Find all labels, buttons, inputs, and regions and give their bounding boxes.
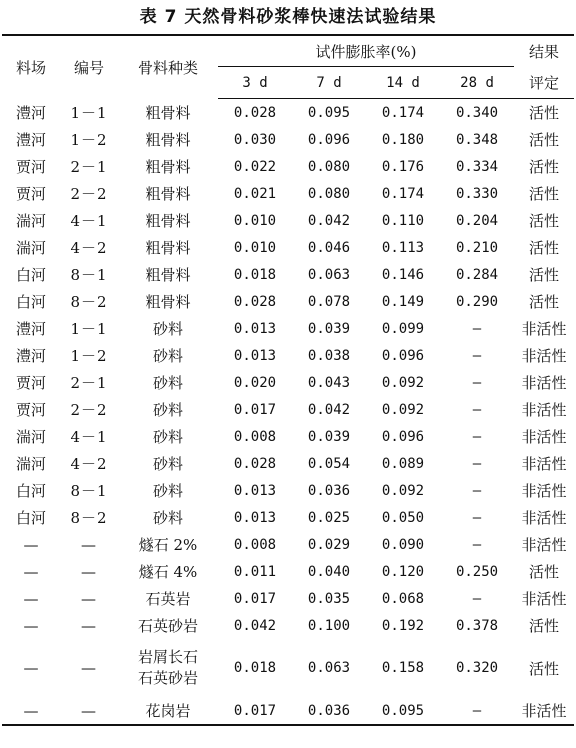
cell-3d: 0.028 <box>233 104 277 121</box>
cell-28d: — <box>472 347 482 364</box>
cell-result: 活性 <box>529 293 560 311</box>
cell-kind: 砂料 <box>152 320 183 338</box>
table-row <box>2 261 574 288</box>
cell-7d: 0.078 <box>307 293 351 310</box>
cell-7d: 0.080 <box>307 185 351 202</box>
cell-28d: 0.210 <box>455 239 499 256</box>
cell-3d: 0.013 <box>233 482 277 499</box>
cell-7d: 0.042 <box>307 212 351 229</box>
header-3d: 3 d <box>218 67 292 99</box>
table-row <box>2 423 574 450</box>
cell-site: 贾河 <box>15 401 46 419</box>
cell-7d: 0.025 <box>307 509 351 526</box>
cell-result: 活性 <box>529 131 560 149</box>
cell-3d: 0.011 <box>233 563 277 580</box>
table-body <box>2 99 574 726</box>
cell-site: 澧河 <box>15 347 46 365</box>
cell-site: 白河 <box>15 509 46 527</box>
cell-3d: 0.013 <box>233 320 277 337</box>
cell-result: 非活性 <box>521 702 567 720</box>
cell-14d: 0.092 <box>381 482 425 499</box>
cell-id: 4－1 <box>70 212 108 230</box>
cell-14d: 0.174 <box>381 185 425 202</box>
cell-kind: 砂料 <box>152 347 183 365</box>
cell-14d: 0.113 <box>381 239 425 256</box>
cell-result: 非活性 <box>521 374 567 392</box>
cell-kind: 粗骨料 <box>145 266 191 284</box>
cell-28d: 0.204 <box>455 212 499 229</box>
cell-result: 活性 <box>529 104 560 122</box>
cell-result: 活性 <box>529 266 560 284</box>
table-row <box>2 585 574 612</box>
cell-kind: 燧石 2% <box>138 536 198 554</box>
cell-28d: — <box>472 374 482 391</box>
cell-28d: — <box>472 509 482 526</box>
cell-3d: 0.030 <box>233 131 277 148</box>
cell-id: 4－2 <box>70 455 108 473</box>
cell-28d: 0.348 <box>455 131 499 148</box>
cell-7d: 0.043 <box>307 374 351 391</box>
cell-3d: 0.021 <box>233 185 277 202</box>
cell-id: — <box>81 659 97 677</box>
cell-14d: 0.180 <box>381 131 425 148</box>
table-row <box>2 207 574 234</box>
cell-id: 1－1 <box>70 320 108 338</box>
cell-site: 澧河 <box>15 103 46 122</box>
cell-result: 非活性 <box>521 482 567 500</box>
cell-site: 贾河 <box>15 185 46 203</box>
cell-site: 湍河 <box>15 239 46 257</box>
cell-3d: 0.017 <box>233 401 277 418</box>
table-row <box>2 396 574 423</box>
cell-id: 4－2 <box>70 239 108 257</box>
table-row <box>2 234 574 261</box>
cell-3d: 0.018 <box>233 660 277 676</box>
cell-id: 1－2 <box>70 131 108 149</box>
cell-id: — <box>81 701 97 720</box>
cell-site: 白河 <box>15 482 46 500</box>
cell-kind: 石英岩 <box>145 590 191 608</box>
cell-14d: 0.096 <box>381 428 425 445</box>
cell-3d: 0.022 <box>233 158 277 175</box>
header-kind: 骨料种类 <box>137 58 198 77</box>
cell-7d: 0.036 <box>307 482 351 499</box>
cell-28d: 0.340 <box>455 104 499 121</box>
cell-28d: — <box>472 702 482 719</box>
cell-site: — <box>23 535 39 554</box>
cell-3d: 0.008 <box>233 428 277 445</box>
cell-kind: 粗骨料 <box>145 293 191 311</box>
cell-3d: 0.017 <box>233 590 277 607</box>
cell-3d: 0.017 <box>233 702 277 719</box>
cell-id: 8－2 <box>70 293 108 311</box>
cell-14d: 0.068 <box>381 590 425 607</box>
cell-kind: 粗骨料 <box>145 185 191 203</box>
cell-14d: 0.174 <box>381 104 425 121</box>
cell-14d: 0.092 <box>381 374 425 391</box>
cell-7d: 0.096 <box>307 131 351 148</box>
cell-kind: 粗骨料 <box>145 158 191 176</box>
cell-site: 白河 <box>15 293 46 311</box>
cell-result: 非活性 <box>521 509 567 527</box>
cell-7d: 0.039 <box>307 320 351 337</box>
cell-site: — <box>23 562 39 581</box>
cell-kind: 砂料 <box>152 509 183 527</box>
cell-site: — <box>23 616 39 635</box>
cell-site: 湍河 <box>15 428 46 446</box>
cell-7d: 0.039 <box>307 428 351 445</box>
cell-id: 2－1 <box>70 374 108 392</box>
cell-14d: 0.099 <box>381 320 425 337</box>
cell-3d: 0.020 <box>233 374 277 391</box>
cell-id: 1－1 <box>70 103 108 122</box>
cell-28d: — <box>472 455 482 472</box>
cell-14d: 0.120 <box>381 563 425 580</box>
cell-site: 贾河 <box>15 374 46 392</box>
cell-28d: — <box>472 320 482 337</box>
header-result-line1: 结果 <box>529 42 560 61</box>
cell-7d: 0.063 <box>307 266 351 283</box>
cell-28d: — <box>472 590 482 607</box>
cell-site: 湍河 <box>15 212 46 230</box>
cell-result: 非活性 <box>521 320 567 338</box>
cell-14d: 0.096 <box>381 347 425 364</box>
cell-id: — <box>81 562 97 581</box>
cell-kind: 砂料 <box>152 482 183 500</box>
cell-7d: 0.100 <box>307 617 351 634</box>
cell-kind: 石英砂岩 <box>137 617 198 635</box>
cell-7d: 0.038 <box>307 347 351 364</box>
cell-7d: 0.036 <box>307 702 351 719</box>
cell-id: — <box>81 616 97 635</box>
cell-7d: 0.040 <box>307 563 351 580</box>
cell-kind: 花岗岩 <box>145 702 191 720</box>
table-row <box>2 531 574 558</box>
cell-7d: 0.063 <box>307 660 351 676</box>
cell-id: 8－2 <box>70 509 108 527</box>
cell-14d: 0.146 <box>381 266 425 283</box>
header-result-line2: 评定 <box>514 67 574 99</box>
cell-result: 活性 <box>529 239 560 257</box>
cell-14d: 0.090 <box>381 536 425 553</box>
cell-3d: 0.042 <box>233 617 277 634</box>
cell-site: 贾河 <box>15 158 46 176</box>
cell-kind: 粗骨料 <box>145 103 191 122</box>
cell-14d: 0.149 <box>381 293 425 310</box>
table-row <box>2 697 574 725</box>
table-row <box>2 477 574 504</box>
header-expansion-group: 试件膨胀率(%) <box>218 35 514 67</box>
table-row <box>2 612 574 639</box>
cell-7d: 0.095 <box>307 104 351 121</box>
cell-28d: 0.290 <box>455 293 499 310</box>
table-row <box>2 315 574 342</box>
table-row <box>2 369 574 396</box>
results-table <box>2 34 574 726</box>
cell-3d: 0.028 <box>233 293 277 310</box>
table-row <box>2 99 574 127</box>
table-row <box>2 288 574 315</box>
cell-id: 1－2 <box>70 347 108 365</box>
cell-3d: 0.018 <box>233 266 277 283</box>
cell-kind: 粗骨料 <box>145 212 191 230</box>
cell-id: 2－1 <box>70 158 108 176</box>
table-row <box>2 126 574 153</box>
cell-site: — <box>23 701 39 720</box>
cell-result: 非活性 <box>521 455 567 473</box>
cell-3d: 0.010 <box>233 239 277 256</box>
header-site: 料场 <box>15 58 46 77</box>
cell-14d: 0.192 <box>381 617 425 634</box>
table-row <box>2 639 574 697</box>
cell-14d: 0.050 <box>381 509 425 526</box>
cell-3d: 0.013 <box>233 347 277 364</box>
cell-site: 澧河 <box>15 320 46 338</box>
header-7d: 7 d <box>292 67 366 99</box>
cell-site: 澧河 <box>15 131 46 149</box>
cell-result: 活性 <box>529 659 560 678</box>
header-14d: 14 d <box>366 67 440 99</box>
table-row <box>2 504 574 531</box>
cell-id: 2－2 <box>70 401 108 419</box>
cell-7d: 0.080 <box>307 158 351 175</box>
cell-28d: 0.250 <box>455 563 499 580</box>
cell-28d: 0.378 <box>455 617 499 634</box>
cell-kind: 燧石 4% <box>138 563 198 581</box>
cell-site: 湍河 <box>15 455 46 473</box>
cell-28d: — <box>472 536 482 553</box>
cell-28d: 0.334 <box>455 158 499 175</box>
cell-3d: 0.008 <box>233 536 277 553</box>
cell-site: — <box>23 589 39 608</box>
cell-14d: 0.110 <box>381 212 425 229</box>
cell-kind: 粗骨料 <box>145 131 191 149</box>
cell-kind: 砂料 <box>152 374 183 392</box>
cell-28d: 0.320 <box>455 660 499 676</box>
cell-7d: 0.035 <box>307 590 351 607</box>
cell-28d: 0.284 <box>455 266 499 283</box>
cell-result: 活性 <box>529 617 560 635</box>
table-row <box>2 153 574 180</box>
cell-14d: 0.089 <box>381 455 425 472</box>
cell-14d: 0.092 <box>381 401 425 418</box>
cell-7d: 0.054 <box>307 455 351 472</box>
table-row <box>2 342 574 369</box>
cell-3d: 0.028 <box>233 455 277 472</box>
cell-id: 8－1 <box>70 482 108 500</box>
cell-result: 非活性 <box>521 401 567 419</box>
cell-site: — <box>23 659 39 677</box>
cell-result: 活性 <box>529 185 560 203</box>
cell-id: 4－1 <box>70 428 108 446</box>
table-row <box>2 558 574 585</box>
cell-site: 白河 <box>15 266 46 284</box>
cell-14d: 0.176 <box>381 158 425 175</box>
cell-kind: 岩屑长石 石英砂岩 <box>137 648 198 687</box>
cell-result: 活性 <box>529 563 560 581</box>
cell-7d: 0.029 <box>307 536 351 553</box>
cell-3d: 0.010 <box>233 212 277 229</box>
cell-kind: 砂料 <box>152 401 183 419</box>
cell-id: 8－1 <box>70 266 108 284</box>
cell-3d: 0.013 <box>233 509 277 526</box>
cell-kind: 砂料 <box>152 428 183 446</box>
header-28d: 28 d <box>440 67 514 99</box>
cell-28d: 0.330 <box>455 185 499 202</box>
cell-7d: 0.042 <box>307 401 351 418</box>
cell-14d: 0.095 <box>381 702 425 719</box>
cell-result: 活性 <box>529 158 560 176</box>
cell-kind: 砂料 <box>152 455 183 473</box>
table-row <box>2 450 574 477</box>
cell-28d: — <box>472 482 482 499</box>
cell-result: 非活性 <box>521 590 567 608</box>
cell-14d: 0.158 <box>381 660 425 676</box>
cell-result: 非活性 <box>521 536 567 554</box>
cell-result: 非活性 <box>521 428 567 446</box>
cell-7d: 0.046 <box>307 239 351 256</box>
cell-kind: 粗骨料 <box>145 239 191 257</box>
cell-id: 2－2 <box>70 185 108 203</box>
table-row <box>2 180 574 207</box>
cell-28d: — <box>472 401 482 418</box>
table-title: 表 7 天然骨料砂浆棒快速法试验结果 <box>139 7 437 27</box>
cell-result: 非活性 <box>521 347 567 365</box>
cell-id: — <box>81 589 97 608</box>
cell-28d: — <box>472 428 482 445</box>
cell-result: 活性 <box>529 212 560 230</box>
cell-id: — <box>81 535 97 554</box>
header-id: 编号 <box>73 58 104 77</box>
